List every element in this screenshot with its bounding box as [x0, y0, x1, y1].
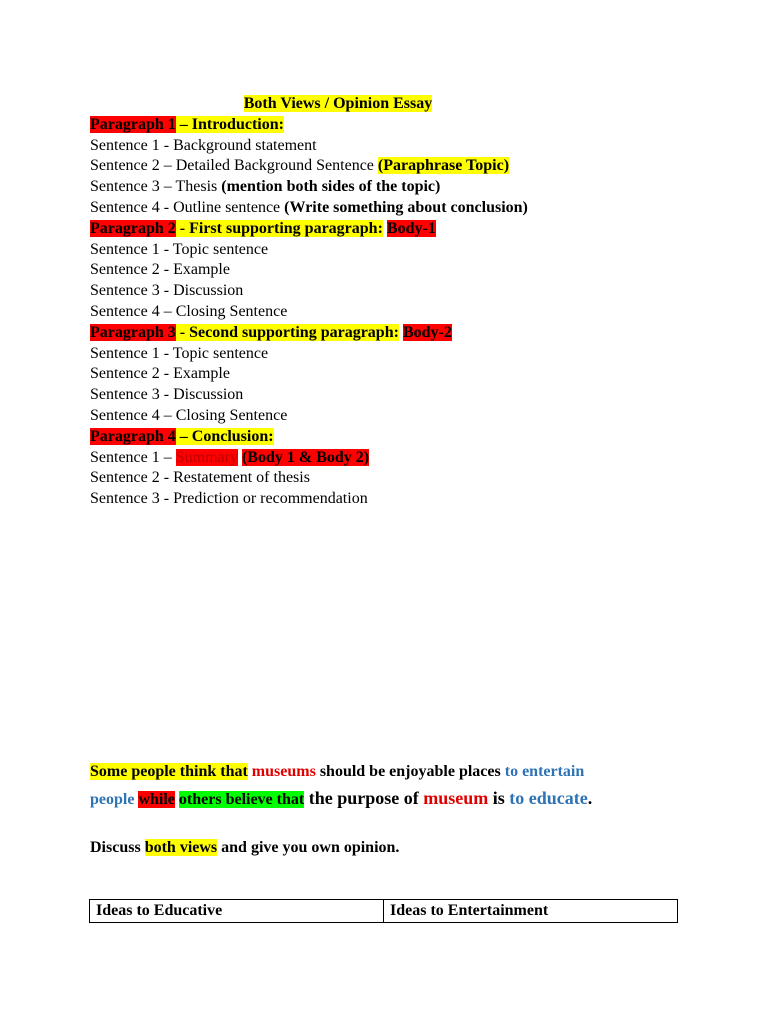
p4-sentence-3: Sentence 3 - Prediction or recommendation [90, 490, 368, 508]
prompt-museums: museums [251, 763, 316, 780]
paragraph-2-label: Paragraph 2 [90, 219, 176, 237]
p1-sentence-1: Sentence 1 - Background statement [90, 136, 317, 154]
paraphrase-topic-note: (Paraphrase Topic) [377, 157, 510, 175]
p4-sentence-1 [90, 448, 690, 469]
outline-title-text: Both Views / Opinion Essay [243, 95, 433, 112]
paragraph-3-label: Paragraph 3 [90, 323, 176, 341]
prompt-part-3: should be enjoyable places [315, 763, 505, 780]
paragraph-1-label: Paragraph 1 [90, 115, 176, 133]
p4-sentence-2: Sentence 2 - Restatement of thesis [90, 469, 310, 487]
essay-outline [90, 94, 690, 510]
p1-sentence-3 [90, 177, 690, 198]
p1-sentence-3-text: Sentence 3 – Thesis [90, 178, 222, 196]
discuss-both-views: both views [144, 839, 218, 856]
paragraph-3-heading [90, 323, 690, 344]
p1-sentence-2 [90, 156, 690, 177]
prompt-part-1: Some people think that [90, 763, 248, 780]
prompt-others-believe: others believe that [178, 791, 305, 808]
ideas-educative-header: Ideas to Educative [90, 900, 384, 923]
summary-tag: Summary [175, 448, 238, 466]
p2-sentence-1: Sentence 1 - Topic sentence [90, 240, 269, 258]
p1-sentence-4 [90, 198, 690, 219]
p1-sentence-2-text: Sentence 2 – Detailed Background Sentence [90, 157, 378, 175]
discuss-instruction [90, 837, 399, 859]
p2-sentence-2: Sentence 2 - Example [90, 261, 230, 279]
paragraph-2-title: - First supporting paragraph: [175, 219, 383, 237]
discuss-post: and give you own opinion. [217, 839, 400, 856]
paragraph-1-title: – Introduction: [175, 115, 284, 133]
paragraph-1-heading [90, 115, 690, 136]
bodies-tag: (Body 1 & Body 2) [241, 448, 370, 466]
ideas-entertainment-header: Ideas to Entertainment [384, 900, 678, 923]
body-2-tag: Body-2 [402, 323, 452, 341]
ideas-table-header-row [90, 900, 678, 923]
p3-sentence-2: Sentence 2 - Example [90, 365, 230, 383]
p1-sentence-4-text: Sentence 4 - Outline sentence [90, 198, 285, 216]
discuss-pre: Discuss [90, 839, 145, 856]
body-1-tag: Body-1 [386, 219, 436, 237]
paragraph-2-heading [90, 219, 690, 240]
p2-sentence-3: Sentence 3 - Discussion [90, 282, 244, 300]
paragraph-3-title: - Second supporting paragraph: [175, 323, 399, 341]
prompt-purpose: the purpose of [304, 788, 424, 808]
outline-note: (Write something about conclusion) [284, 198, 528, 216]
p3-sentence-4: Sentence 4 – Closing Sentence [90, 406, 288, 424]
p4-sentence-1-text: Sentence 1 – [90, 448, 176, 466]
prompt-to-entertain: to entertain [504, 763, 585, 780]
prompt-while: while [138, 791, 175, 808]
prompt-is: is [488, 788, 510, 808]
prompt-to-educate: to educate [509, 788, 588, 808]
paragraph-4-label: Paragraph 4 [90, 427, 176, 445]
prompt-people: people [90, 791, 135, 808]
ideas-table [89, 899, 678, 923]
prompt-period: . [587, 788, 593, 808]
paragraph-4-title: – Conclusion: [175, 427, 274, 445]
thesis-note: (mention both sides of the topic) [221, 178, 441, 196]
prompt-museum: museum [423, 788, 489, 808]
outline-title [90, 94, 586, 115]
paragraph-4-heading [90, 427, 690, 448]
p2-sentence-4: Sentence 4 – Closing Sentence [90, 302, 288, 320]
essay-prompt [90, 759, 690, 813]
p3-sentence-3: Sentence 3 - Discussion [90, 386, 244, 404]
p3-sentence-1: Sentence 1 - Topic sentence [90, 344, 269, 362]
